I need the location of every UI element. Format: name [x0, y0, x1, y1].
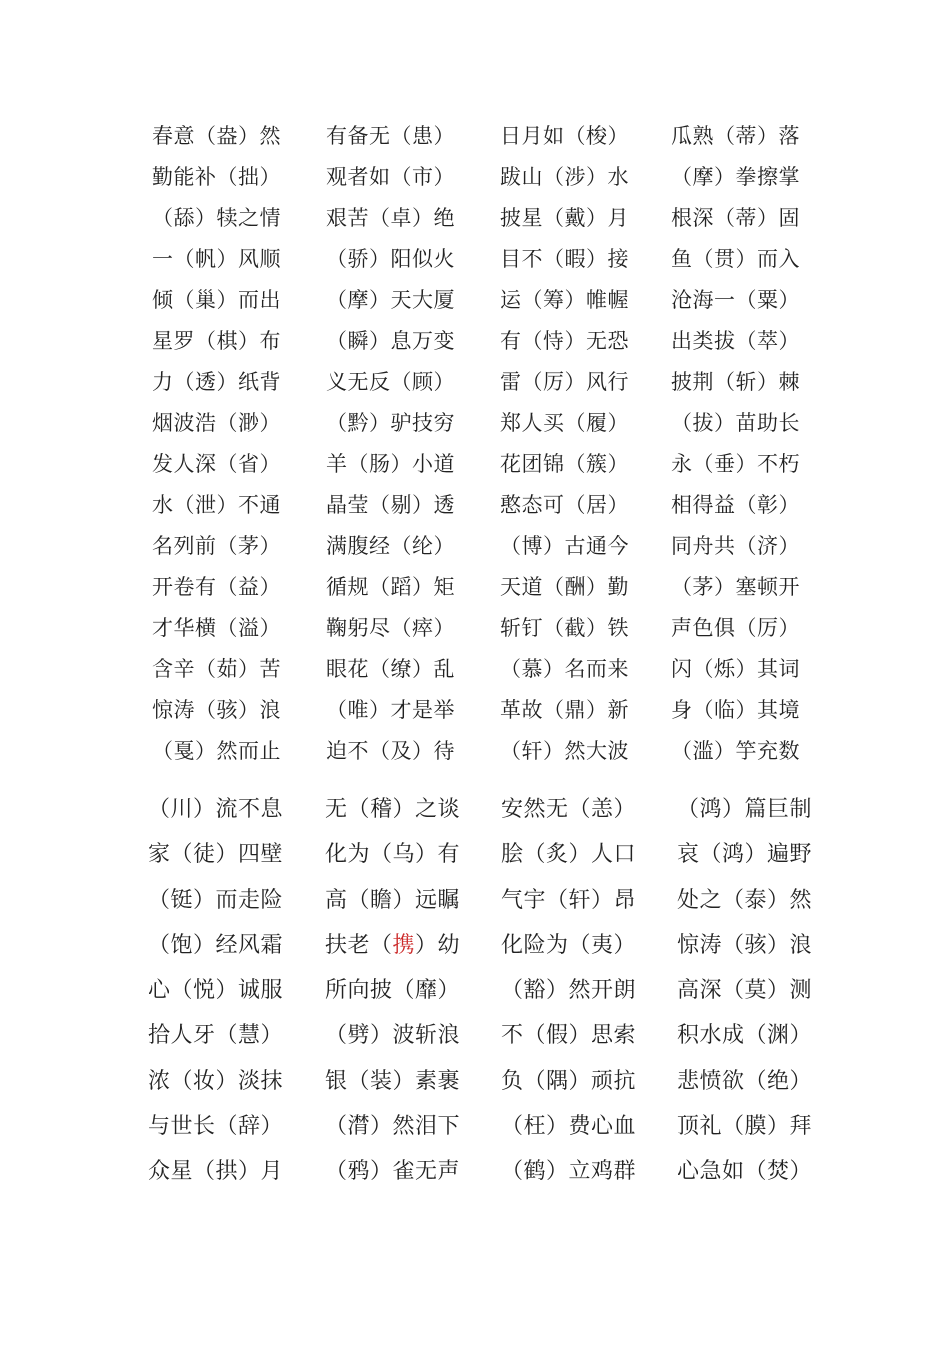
idiom-cell: 憨态可（居）	[500, 493, 629, 517]
idiom-cell: 雷（厉）风行	[500, 370, 629, 394]
idiom-cell: （铤）而走险	[148, 887, 284, 913]
idiom-cell: 循规（蹈）矩	[326, 575, 455, 599]
idiom-cell: 有（恃）无恐	[500, 329, 629, 353]
idiom-cell: （戛）然而止	[152, 739, 281, 763]
idiom-cell: 运（筹）帷幄	[500, 288, 629, 312]
idiom-cell: 水（泄）不通	[152, 493, 281, 517]
idiom-cell: 鞠躬尽（瘁）	[326, 616, 455, 640]
idiom-cell: 晶莹（剔）透	[326, 493, 455, 517]
idiom-cell: 花团锦（簇）	[500, 452, 629, 476]
idiom-cell: 发人深（省）	[152, 452, 281, 476]
idiom-cell: 羊（肠）小道	[326, 452, 455, 476]
idiom-cell: 处之（泰）然	[677, 887, 813, 913]
idiom-cell: （瞬）息万变	[326, 329, 455, 353]
idiom-cell: （骄）阳似火	[326, 247, 455, 271]
idiom-cell: 天道（酬）勤	[500, 575, 629, 599]
idiom-cell: 同舟共（济）	[671, 534, 800, 558]
idiom-cell: 根深（蒂）固	[671, 206, 800, 230]
idiom-cell: （慕）名而来	[500, 657, 629, 681]
idiom-cell: 鱼（贯）而入	[671, 247, 800, 271]
idiom-cell: （鸦）雀无声	[325, 1159, 461, 1185]
idiom-cell	[325, 923, 501, 968]
idiom-cell: （饱）经风霜	[148, 932, 284, 958]
idiom-cell: 一（帆）风顺	[152, 247, 281, 271]
idiom-cell: 安然无（恙）	[501, 797, 637, 822]
idiom-cell: 沧海一（粟）	[671, 288, 800, 312]
idiom-cell: 所向披（靡）	[325, 978, 461, 1004]
idiom-cell: （鹤）立鸡群	[501, 1159, 637, 1185]
idiom-cell: 闪（烁）其词	[671, 657, 800, 681]
idiom-cell: （枉）费心血	[501, 1114, 637, 1140]
idiom-cell: （潸）然泪下	[325, 1114, 461, 1140]
idiom-cell: 含辛（茹）苦	[152, 657, 281, 681]
idiom-grid-section-2	[148, 787, 848, 1195]
idiom-cell: 眼花（缭）乱	[326, 657, 455, 681]
idiom-cell: （舔）犊之情	[152, 206, 281, 230]
idiom-cell: 艰苦（卓）绝	[326, 206, 455, 230]
idiom-cell: 顶礼（膜）拜	[677, 1114, 813, 1140]
idiom-cell: 身（临）其境	[671, 698, 800, 722]
idiom-cell: 悲愤欲（绝）	[677, 1068, 813, 1094]
idiom-cell: 满腹经（纶）	[326, 534, 455, 558]
idiom-cell: （拔）苗助长	[671, 411, 800, 435]
idiom-cell: 名列前（茅）	[152, 534, 281, 558]
idiom-cell: 日月如（梭）	[500, 124, 629, 148]
idiom-cell: 才华横（溢）	[152, 616, 281, 640]
idiom-cell: 相得益（彰）	[671, 493, 800, 517]
idiom-cell: 瓜熟（蒂）落	[671, 124, 800, 148]
idiom-cell: 与世长（辞）	[148, 1114, 284, 1140]
idiom-cell: 有备无（患）	[326, 124, 455, 148]
idiom-cell: 高（瞻）远瞩	[325, 887, 461, 913]
idiom-cell: 哀（鸿）遍野	[677, 842, 813, 868]
idiom-cell: 高深（莫）测	[677, 978, 813, 1004]
idiom-cell: 化险为（夷）	[501, 932, 637, 958]
idiom-cell: 跋山（涉）水	[500, 165, 629, 189]
idiom-cell: 勤能补（拙）	[152, 165, 281, 189]
idiom-cell: 烟波浩（渺）	[152, 411, 281, 435]
idiom-cell: 惊涛（骇）浪	[677, 932, 813, 958]
idiom-cell: （滥）竽充数	[671, 739, 800, 763]
highlighted-character: 携	[392, 932, 416, 958]
idiom-cell: （摩）天大厦	[326, 288, 455, 312]
idiom-cell: 脍（炙）人口	[501, 842, 637, 868]
idiom-cell: （轩）然大波	[500, 739, 629, 763]
idiom-cell: 积水成（渊）	[677, 1023, 813, 1049]
idiom-grid-section-1	[152, 116, 852, 772]
idiom-cell: 倾（巢）而出	[152, 288, 281, 312]
idiom-cell: 目不（暇）接	[500, 247, 629, 271]
idiom-cell: 革故（鼎）新	[500, 698, 629, 722]
idiom-cell: 无（稽）之谈	[325, 797, 461, 822]
idiom-cell: 披星（戴）月	[500, 206, 629, 230]
idiom-cell: 星罗（棋）布	[152, 329, 281, 353]
idiom-cell: 出类拔（萃）	[671, 329, 800, 353]
idiom-cell: 力（透）纸背	[152, 370, 281, 394]
idiom-cell: 负（隅）顽抗	[501, 1068, 637, 1094]
idiom-cell: 义无反（顾）	[326, 370, 455, 394]
idiom-cell: 银（装）素裹	[325, 1068, 461, 1094]
idiom-cell: 心（悦）诚服	[148, 978, 284, 1004]
idiom-cell: （鸿）篇巨制	[677, 797, 813, 822]
idiom-cell: （唯）才是举	[326, 698, 455, 722]
idiom-cell: 开卷有（益）	[152, 575, 281, 599]
idiom-cell: 声色俱（厉）	[671, 616, 800, 640]
idiom-cell: （摩）拳擦掌	[671, 165, 800, 189]
idiom-cell: 心急如（焚）	[677, 1159, 813, 1185]
idiom-cell: 春意（盎）然	[152, 124, 281, 148]
idiom-cell: （博）古通今	[500, 534, 629, 558]
idiom-cell: （茅）塞顿开	[671, 575, 800, 599]
idiom-cell: 众星（拱）月	[148, 1159, 284, 1185]
idiom-cell: 化为（乌）有	[325, 842, 461, 868]
idiom-cell: 气宇（轩）昂	[501, 887, 637, 913]
idiom-cell: 迫不（及）待	[326, 739, 455, 763]
idiom-cell: 不（假）思索	[501, 1023, 637, 1049]
idiom-text-after: ）幼	[415, 932, 461, 958]
idiom-cell: （劈）波斩浪	[325, 1023, 461, 1049]
idiom-cell: 浓（妆）淡抹	[148, 1068, 284, 1094]
idiom-cell: （豁）然开朗	[501, 978, 637, 1004]
idiom-cell: 斩钉（截）铁	[500, 616, 629, 640]
idiom-cell: 观者如（市）	[326, 165, 455, 189]
idiom-cell: 永（垂）不朽	[671, 452, 800, 476]
idiom-cell: （黔）驴技穷	[326, 411, 455, 435]
idiom-cell: 披荆（斩）棘	[671, 370, 800, 394]
idiom-cell: 惊涛（骇）浪	[152, 698, 281, 722]
idiom-text-before: 扶老（	[325, 932, 393, 958]
idiom-cell: 家（徒）四壁	[148, 842, 284, 868]
idiom-cell: 拾人牙（慧）	[148, 1023, 284, 1049]
idiom-cell: （川）流不息	[148, 797, 284, 822]
idiom-cell: 郑人买（履）	[500, 411, 629, 435]
